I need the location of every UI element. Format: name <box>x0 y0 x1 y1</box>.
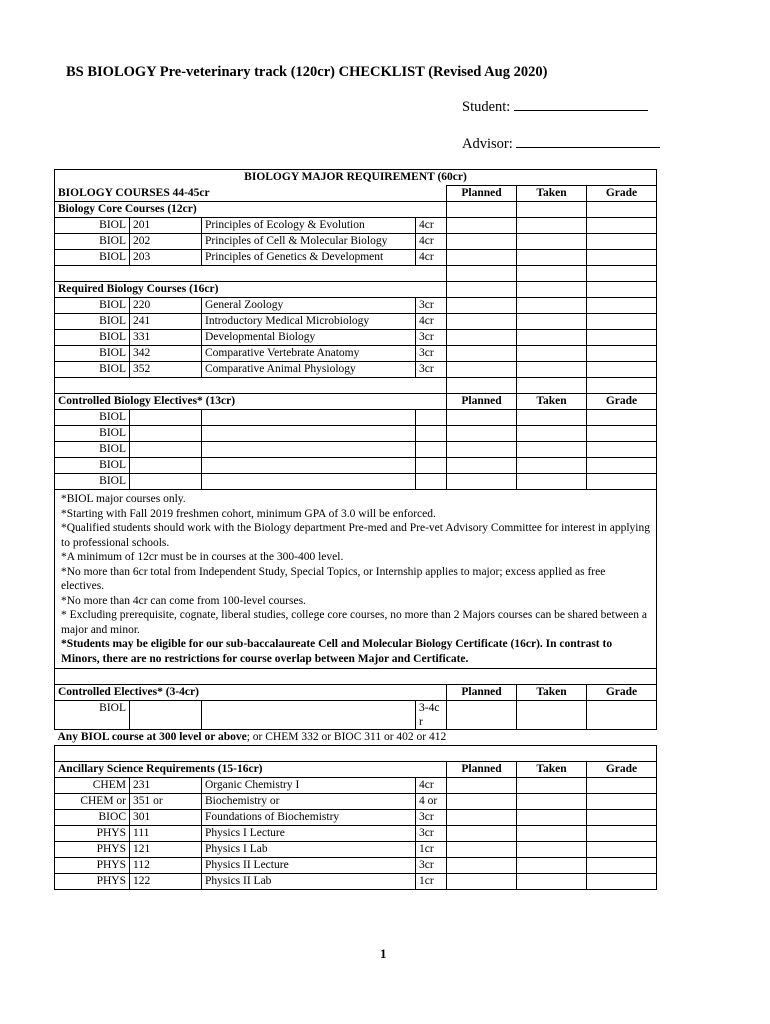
course-number: 352 <box>130 362 202 378</box>
course-number: 351 or <box>130 794 202 810</box>
course-row <box>55 362 657 378</box>
spacer-row <box>55 378 657 394</box>
course-name: Principles of Genetics & Development <box>202 250 416 266</box>
taken-cell[interactable] <box>517 346 587 362</box>
grade-cell[interactable] <box>587 858 657 874</box>
course-credits: 1cr <box>416 874 447 890</box>
taken-cell[interactable] <box>517 362 587 378</box>
grade-cell[interactable] <box>587 202 657 218</box>
course-prefix: BIOL <box>55 234 130 250</box>
grade-cell[interactable] <box>587 442 657 458</box>
advisor-line <box>462 135 660 153</box>
grade-cell[interactable] <box>587 298 657 314</box>
taken-cell[interactable] <box>517 330 587 346</box>
major-header-row <box>55 170 657 186</box>
spacer-cell <box>55 378 447 394</box>
planned-cell[interactable] <box>447 330 517 346</box>
spacer-cell <box>55 669 657 685</box>
taken-header: Taken <box>517 762 587 778</box>
course-prefix: BIOL <box>55 362 130 378</box>
course-name: Principles of Ecology & Evolution <box>202 218 416 234</box>
page-title: BS BIOLOGY Pre-veterinary track (120cr) CHECKLIST (Revised Aug 2020) <box>66 64 548 80</box>
course-number: 301 <box>130 810 202 826</box>
grade-cell[interactable] <box>587 378 657 394</box>
notes-cell <box>55 490 657 669</box>
course-credits: 3cr <box>416 858 447 874</box>
spacer-row <box>55 669 657 685</box>
course-number: 220 <box>130 298 202 314</box>
course-name: Comparative Vertebrate Anatomy <box>202 346 416 362</box>
notes-row <box>55 490 657 669</box>
course-row <box>55 794 657 810</box>
course-name-field[interactable] <box>202 426 416 442</box>
course-prefix: PHYS <box>55 826 130 842</box>
ancillary-header: Ancillary Science Requirements (15-16cr) <box>55 762 447 778</box>
section-header-row <box>55 202 657 218</box>
course-credits-field[interactable] <box>416 474 447 490</box>
course-name: Physics II Lab <box>202 874 416 890</box>
course-number: 122 <box>130 874 202 890</box>
course-prefix: BIOL <box>55 474 130 490</box>
course-prefix: BIOL <box>55 410 130 426</box>
course-name-field[interactable] <box>202 701 416 730</box>
checklist-table <box>54 169 657 890</box>
elective-row <box>55 701 657 730</box>
course-row <box>55 842 657 858</box>
planned-cell[interactable] <box>447 810 517 826</box>
grade-cell[interactable] <box>587 346 657 362</box>
course-prefix: PHYS <box>55 858 130 874</box>
grade-cell[interactable] <box>587 234 657 250</box>
page-number: 1 <box>380 946 387 961</box>
taken-cell[interactable] <box>517 282 587 298</box>
planned-header: Planned <box>447 685 517 701</box>
note-line: *No more than 6cr total from Independent Study, Special Topics, or Internship applies to major; excess applied as free electives. <box>61 565 606 592</box>
grade-cell[interactable] <box>587 474 657 490</box>
taken-header: Taken <box>517 685 587 701</box>
taken-cell[interactable] <box>517 218 587 234</box>
course-name: Introductory Medical Microbiology <box>202 314 416 330</box>
taken-cell[interactable] <box>517 810 587 826</box>
biology-courses-header: BIOLOGY COURSES 44-45cr <box>55 186 447 202</box>
planned-cell[interactable] <box>447 234 517 250</box>
course-credits: 4cr <box>416 218 447 234</box>
planned-cell[interactable] <box>447 858 517 874</box>
note-rest-part: ; or CHEM 332 or BIOC 311 or 402 or 412 <box>246 731 447 743</box>
course-number-field[interactable] <box>130 474 202 490</box>
course-row <box>55 346 657 362</box>
core-courses-header: Biology Core Courses (12cr) <box>55 202 447 218</box>
course-credits: 4cr <box>416 778 447 794</box>
student-line <box>462 98 648 116</box>
note-line: *A minimum of 12cr must be in courses at the 300-400 level. <box>61 551 344 563</box>
course-credits-field[interactable] <box>416 442 447 458</box>
taken-cell[interactable] <box>517 858 587 874</box>
note-line: *BIOL major courses only. <box>61 493 186 505</box>
grade-cell[interactable] <box>587 874 657 890</box>
course-name: Biochemistry or <box>202 794 416 810</box>
course-name: Developmental Biology <box>202 330 416 346</box>
course-name-field[interactable] <box>202 458 416 474</box>
planned-cell[interactable] <box>447 442 517 458</box>
taken-header: Taken <box>517 394 587 410</box>
course-number: 121 <box>130 842 202 858</box>
spacer-row <box>55 266 657 282</box>
taken-header: Taken <box>517 186 587 202</box>
course-prefix: BIOL <box>55 218 130 234</box>
taken-cell[interactable] <box>517 842 587 858</box>
course-credits: 3cr <box>416 826 447 842</box>
note-line: *No more than 4cr can come from 100-level courses. <box>61 594 306 607</box>
taken-cell[interactable] <box>517 410 587 426</box>
taken-cell[interactable] <box>517 426 587 442</box>
planned-cell[interactable] <box>447 314 517 330</box>
controlled-bio-electives-header: Controlled Biology Electives* (13cr) <box>55 394 447 410</box>
grade-cell[interactable] <box>587 778 657 794</box>
note-line: *Starting with Fall 2019 freshmen cohort, minimum GPA of 3.0 will be enforced. <box>61 507 436 520</box>
course-prefix: BIOL <box>55 330 130 346</box>
course-name: Principles of Cell & Molecular Biology <box>202 234 416 250</box>
grade-cell[interactable] <box>587 826 657 842</box>
section-header-row <box>55 282 657 298</box>
course-prefix: PHYS <box>55 842 130 858</box>
course-credits-field[interactable] <box>416 410 447 426</box>
note-bold-part: Any BIOL course at 300 level or above <box>57 731 247 743</box>
taken-cell[interactable] <box>517 202 587 218</box>
planned-cell[interactable] <box>447 202 517 218</box>
course-prefix: BIOC <box>55 810 130 826</box>
course-credits: 4cr <box>416 250 447 266</box>
course-credits: 3-4cr <box>416 701 447 730</box>
spacer-cell <box>55 266 447 282</box>
course-row <box>55 314 657 330</box>
course-number: 342 <box>130 346 202 362</box>
course-number-field[interactable] <box>130 426 202 442</box>
course-number: 231 <box>130 778 202 794</box>
grade-header: Grade <box>587 394 657 410</box>
section-header-row <box>55 685 657 701</box>
course-number: 241 <box>130 314 202 330</box>
taken-cell[interactable] <box>517 701 587 730</box>
grade-cell[interactable] <box>587 250 657 266</box>
grade-cell[interactable] <box>587 794 657 810</box>
taken-cell[interactable] <box>517 250 587 266</box>
course-prefix: BIOL <box>55 250 130 266</box>
course-number: 111 <box>130 826 202 842</box>
course-credits: 4cr <box>416 234 447 250</box>
course-row <box>55 778 657 794</box>
certificate-note: *Students may be eligible for our sub-baccalaureate Cell and Molecular Biology Certificate (16cr). In contrast to Minors, there are no restrictions for course overlap between Major and Certificate. <box>61 638 613 665</box>
course-row <box>55 826 657 842</box>
grade-cell[interactable] <box>587 426 657 442</box>
planned-cell[interactable] <box>447 346 517 362</box>
course-row <box>55 218 657 234</box>
planned-cell[interactable] <box>447 426 517 442</box>
course-number-field[interactable] <box>130 410 202 426</box>
elective-row <box>55 474 657 490</box>
taken-cell[interactable] <box>517 442 587 458</box>
planned-cell[interactable] <box>447 778 517 794</box>
taken-cell[interactable] <box>517 778 587 794</box>
grade-header: Grade <box>587 685 657 701</box>
grade-cell[interactable] <box>587 314 657 330</box>
course-row <box>55 330 657 346</box>
course-credits: 3cr <box>416 362 447 378</box>
planned-cell[interactable] <box>447 218 517 234</box>
course-name-field[interactable] <box>202 442 416 458</box>
elective-row <box>55 442 657 458</box>
student-field[interactable] <box>514 98 648 111</box>
bio-courses-row <box>55 186 657 202</box>
course-name: General Zoology <box>202 298 416 314</box>
course-credits-field[interactable] <box>416 458 447 474</box>
planned-cell[interactable] <box>447 378 517 394</box>
student-label: Student: <box>462 99 511 115</box>
grade-cell[interactable] <box>587 282 657 298</box>
course-number-field[interactable] <box>130 701 202 730</box>
taken-cell[interactable] <box>517 234 587 250</box>
course-prefix: BIOL <box>55 426 130 442</box>
spacer-cell <box>55 746 657 762</box>
course-name: Physics II Lecture <box>202 858 416 874</box>
course-row <box>55 858 657 874</box>
planned-cell[interactable] <box>447 362 517 378</box>
taken-cell[interactable] <box>517 794 587 810</box>
taken-cell[interactable] <box>517 826 587 842</box>
grade-header: Grade <box>587 762 657 778</box>
grade-cell[interactable] <box>587 458 657 474</box>
planned-cell[interactable] <box>447 826 517 842</box>
course-number: 202 <box>130 234 202 250</box>
planned-cell[interactable] <box>447 474 517 490</box>
taken-cell[interactable] <box>517 266 587 282</box>
note-line: * Excluding prerequisite, cognate, liberal studies, college core courses, no more than 2 Majors courses can be shared between a major and minor. <box>61 609 647 636</box>
course-prefix: BIOL <box>55 442 130 458</box>
planned-cell[interactable] <box>447 266 517 282</box>
planned-cell[interactable] <box>447 298 517 314</box>
course-prefix: BIOL <box>55 314 130 330</box>
note-line: *Qualified students should work with the Biology department Pre-med and Pre-vet Advisory Committee for interest in applying to professional schools. <box>61 522 650 549</box>
controlled-electives-header: Controlled Electives* (3-4cr) <box>55 685 447 701</box>
course-prefix: CHEM or <box>55 794 130 810</box>
course-number: 112 <box>130 858 202 874</box>
course-prefix: CHEM <box>55 778 130 794</box>
course-number-field[interactable] <box>130 442 202 458</box>
planned-cell[interactable] <box>447 250 517 266</box>
taken-cell[interactable] <box>517 874 587 890</box>
elective-row <box>55 426 657 442</box>
grade-cell[interactable] <box>587 810 657 826</box>
course-credits: 3cr <box>416 330 447 346</box>
taken-cell[interactable] <box>517 298 587 314</box>
grade-cell[interactable] <box>587 842 657 858</box>
planned-cell[interactable] <box>447 458 517 474</box>
controlled-electives-note <box>55 730 657 746</box>
major-requirement-header: BIOLOGY MAJOR REQUIREMENT (60cr) <box>55 170 657 186</box>
planned-cell[interactable] <box>447 701 517 730</box>
course-name-field[interactable] <box>202 474 416 490</box>
section-header-row <box>55 394 657 410</box>
grade-cell[interactable] <box>587 330 657 346</box>
planned-cell[interactable] <box>447 282 517 298</box>
course-credits: 4 or <box>416 794 447 810</box>
grade-cell[interactable] <box>587 362 657 378</box>
course-name: Physics I Lecture <box>202 826 416 842</box>
taken-cell[interactable] <box>517 474 587 490</box>
grade-cell[interactable] <box>587 410 657 426</box>
course-row <box>55 298 657 314</box>
course-name: Organic Chemistry I <box>202 778 416 794</box>
taken-cell[interactable] <box>517 378 587 394</box>
advisor-field[interactable] <box>516 135 660 148</box>
grade-cell[interactable] <box>587 218 657 234</box>
course-credits: 3cr <box>416 810 447 826</box>
elective-row <box>55 410 657 426</box>
course-prefix: BIOL <box>55 346 130 362</box>
course-prefix: BIOL <box>55 701 130 730</box>
course-credits: 1cr <box>416 842 447 858</box>
planned-cell[interactable] <box>447 842 517 858</box>
planned-cell[interactable] <box>447 410 517 426</box>
course-credits: 3cr <box>416 346 447 362</box>
section-header-row <box>55 762 657 778</box>
course-row <box>55 810 657 826</box>
course-prefix: BIOL <box>55 458 130 474</box>
course-name: Physics I Lab <box>202 842 416 858</box>
course-credits-field[interactable] <box>416 426 447 442</box>
course-number: 331 <box>130 330 202 346</box>
taken-cell[interactable] <box>517 314 587 330</box>
planned-cell[interactable] <box>447 874 517 890</box>
grade-header: Grade <box>587 186 657 202</box>
course-number: 201 <box>130 218 202 234</box>
course-row <box>55 234 657 250</box>
spacer-row <box>55 746 657 762</box>
course-number: 203 <box>130 250 202 266</box>
planned-cell[interactable] <box>447 794 517 810</box>
course-name: Foundations of Biochemistry <box>202 810 416 826</box>
course-number-field[interactable] <box>130 458 202 474</box>
course-prefix: PHYS <box>55 874 130 890</box>
taken-cell[interactable] <box>517 458 587 474</box>
course-credits: 3cr <box>416 298 447 314</box>
planned-header: Planned <box>447 394 517 410</box>
planned-header: Planned <box>447 186 517 202</box>
grade-cell[interactable] <box>587 266 657 282</box>
course-row <box>55 874 657 890</box>
advisor-label: Advisor: <box>462 136 513 152</box>
required-courses-header: Required Biology Courses (16cr) <box>55 282 447 298</box>
course-prefix: BIOL <box>55 298 130 314</box>
course-row <box>55 250 657 266</box>
course-credits: 4cr <box>416 314 447 330</box>
grade-cell[interactable] <box>587 701 657 730</box>
planned-header: Planned <box>447 762 517 778</box>
course-name-field[interactable] <box>202 410 416 426</box>
elective-row <box>55 458 657 474</box>
elective-note-row <box>55 730 657 746</box>
course-name: Comparative Animal Physiology <box>202 362 416 378</box>
